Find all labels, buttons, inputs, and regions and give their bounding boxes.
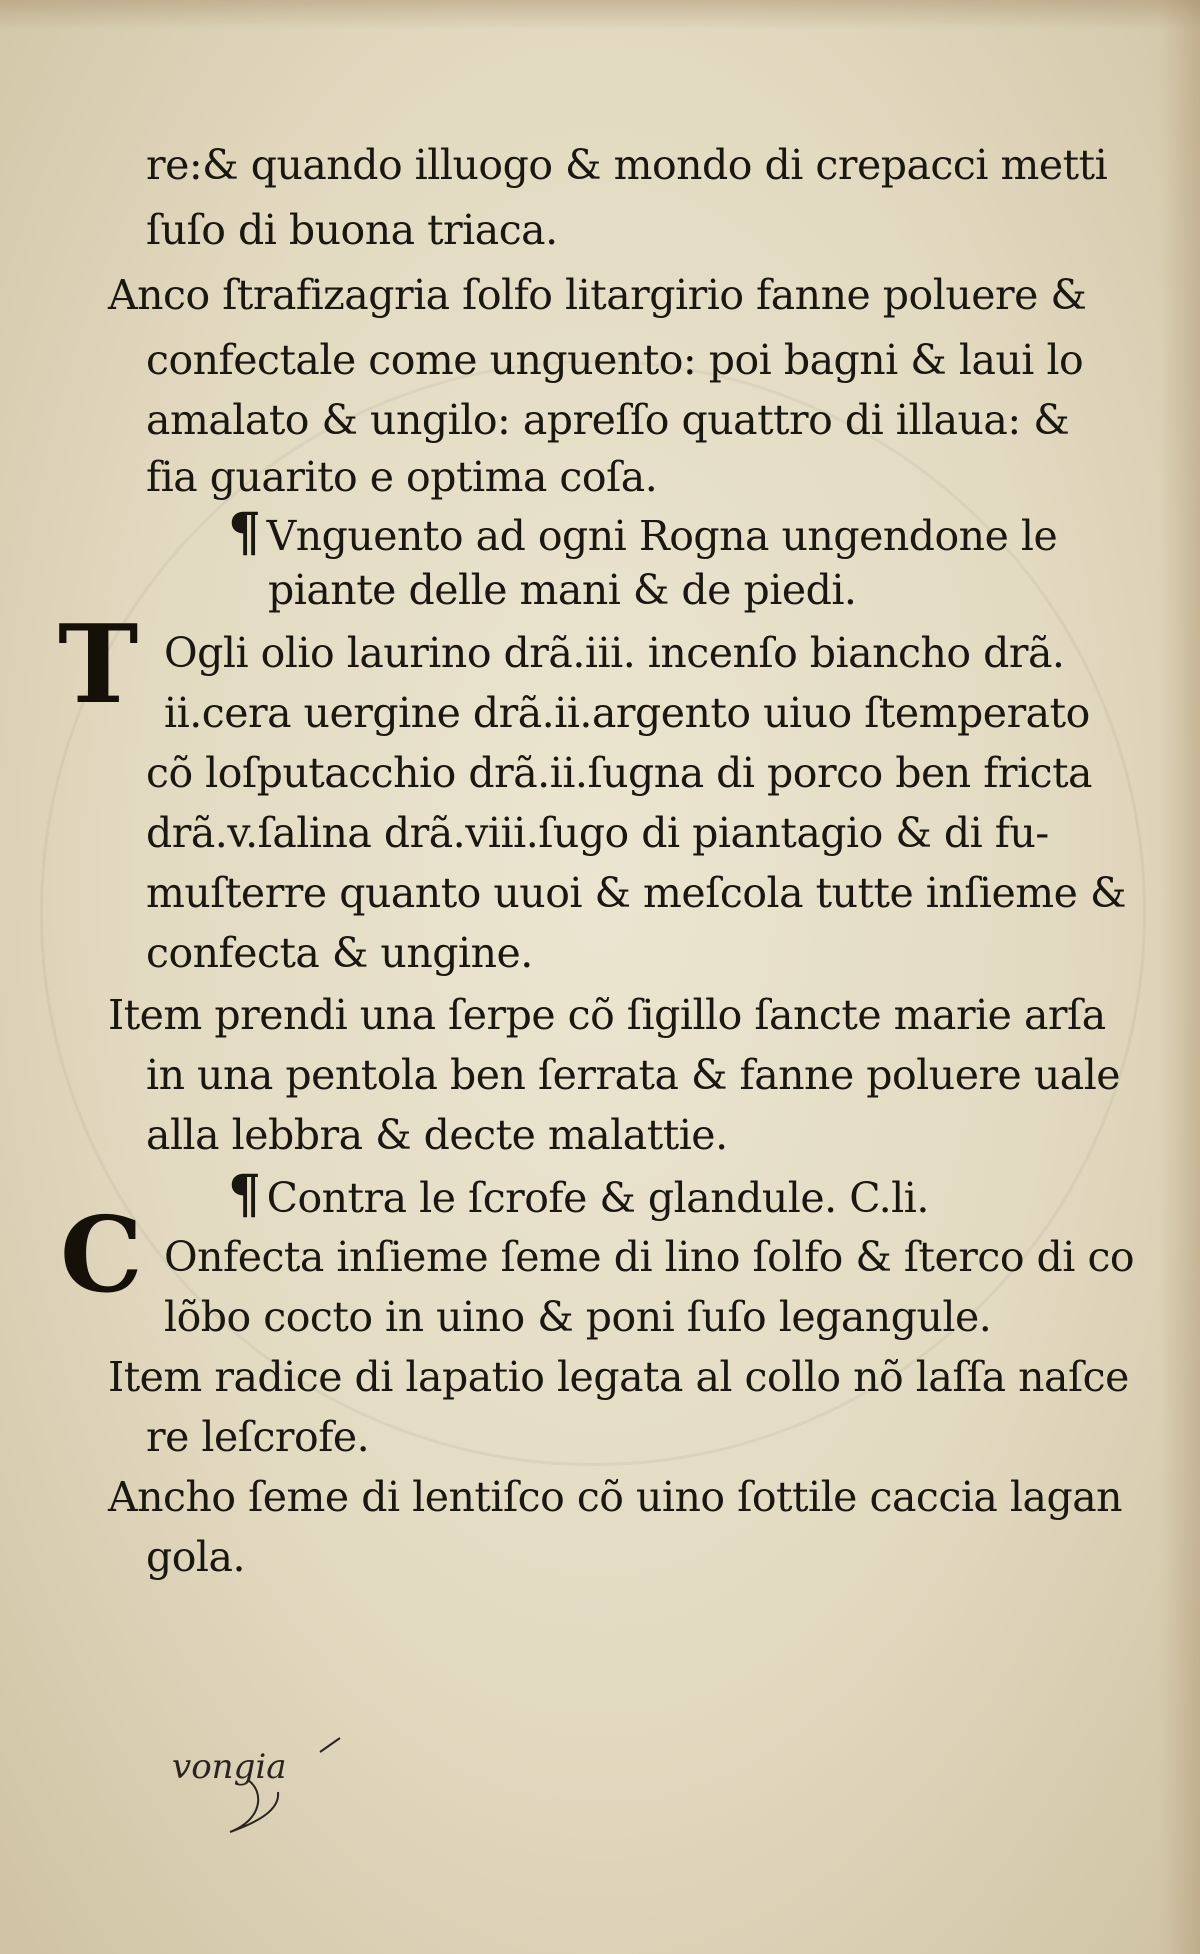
recipe-heading-rogna <box>228 502 1058 563</box>
page-right-edge <box>1160 0 1200 1954</box>
page-top-edge <box>0 0 1200 30</box>
text-line: amalato & ungilo: apreſſo quattro di illaua: & <box>146 396 1070 444</box>
text-line: in una pentola ben ſerrata & fanne poluere uale <box>146 1051 1121 1099</box>
text-line: confecta & ungine. <box>146 929 533 977</box>
signature-stroke <box>320 1738 340 1752</box>
text-line: lõbo cocto in uino & poni ſuſo legangule. <box>164 1293 992 1341</box>
recipe-heading-scrofe <box>228 1164 929 1225</box>
text-line: muſterre quanto uuoi & meſcola tutte inſieme & <box>146 869 1126 917</box>
text-line: piante delle mani & de piedi. <box>268 566 857 614</box>
text-line: ſuſo di buona triaca. <box>146 206 558 254</box>
text-line: re:& quando illuogo & mondo di crepacci metti <box>146 141 1108 189</box>
text-line: re leſcrofe. <box>146 1413 370 1461</box>
decorated-initial-c: C <box>60 1193 143 1316</box>
handwritten-signature <box>170 1730 370 1840</box>
text-line: confectale come unguento: poi bagni & laui lo <box>146 336 1084 384</box>
signature-flourish <box>230 1780 278 1832</box>
heading-text: Contra le ſcrofe & glandule. C.li. <box>266 1174 929 1222</box>
text-line: Onfecta inſieme ſeme di lino ſolfo & ſterco di co <box>164 1233 1135 1281</box>
heading-text: Vnguento ad ogni Rogna ungendone le <box>266 512 1058 560</box>
pilcrow-icon: ¶ <box>228 502 261 563</box>
text-line: Anco ſtrafizagria ſolfo litargirio fanne poluere & <box>108 271 1087 319</box>
text-line: drã.v.ſalina drã.viii.ſugo di piantagio & di fu- <box>146 809 1049 857</box>
pilcrow-icon: ¶ <box>228 1164 261 1225</box>
decorated-initial-t: T <box>58 602 139 728</box>
text-line: fia guarito e optima coſa. <box>146 453 658 501</box>
text-line: cõ loſputacchio drã.ii.ſugna di porco ben fricta <box>146 749 1092 797</box>
text-line: alla lebbra & decte malattie. <box>146 1111 728 1159</box>
text-line: gola. <box>146 1533 246 1581</box>
text-line: Item prendi una ſerpe cõ ſigillo ſancte marie arſa <box>108 991 1106 1039</box>
text-line: ii.cera uergine drã.ii.argento uiuo ſtemperato <box>164 689 1090 737</box>
text-line: Ogli olio laurino drã.iii. incenſo biancho drã. <box>164 629 1065 677</box>
text-line: Ancho ſeme di lentiſco cõ uino ſottile caccia lagan <box>108 1473 1123 1521</box>
text-line: Item radice di lapatio legata al collo nõ laſſa naſce <box>108 1353 1129 1401</box>
signature-text: vongia <box>172 1747 287 1787</box>
